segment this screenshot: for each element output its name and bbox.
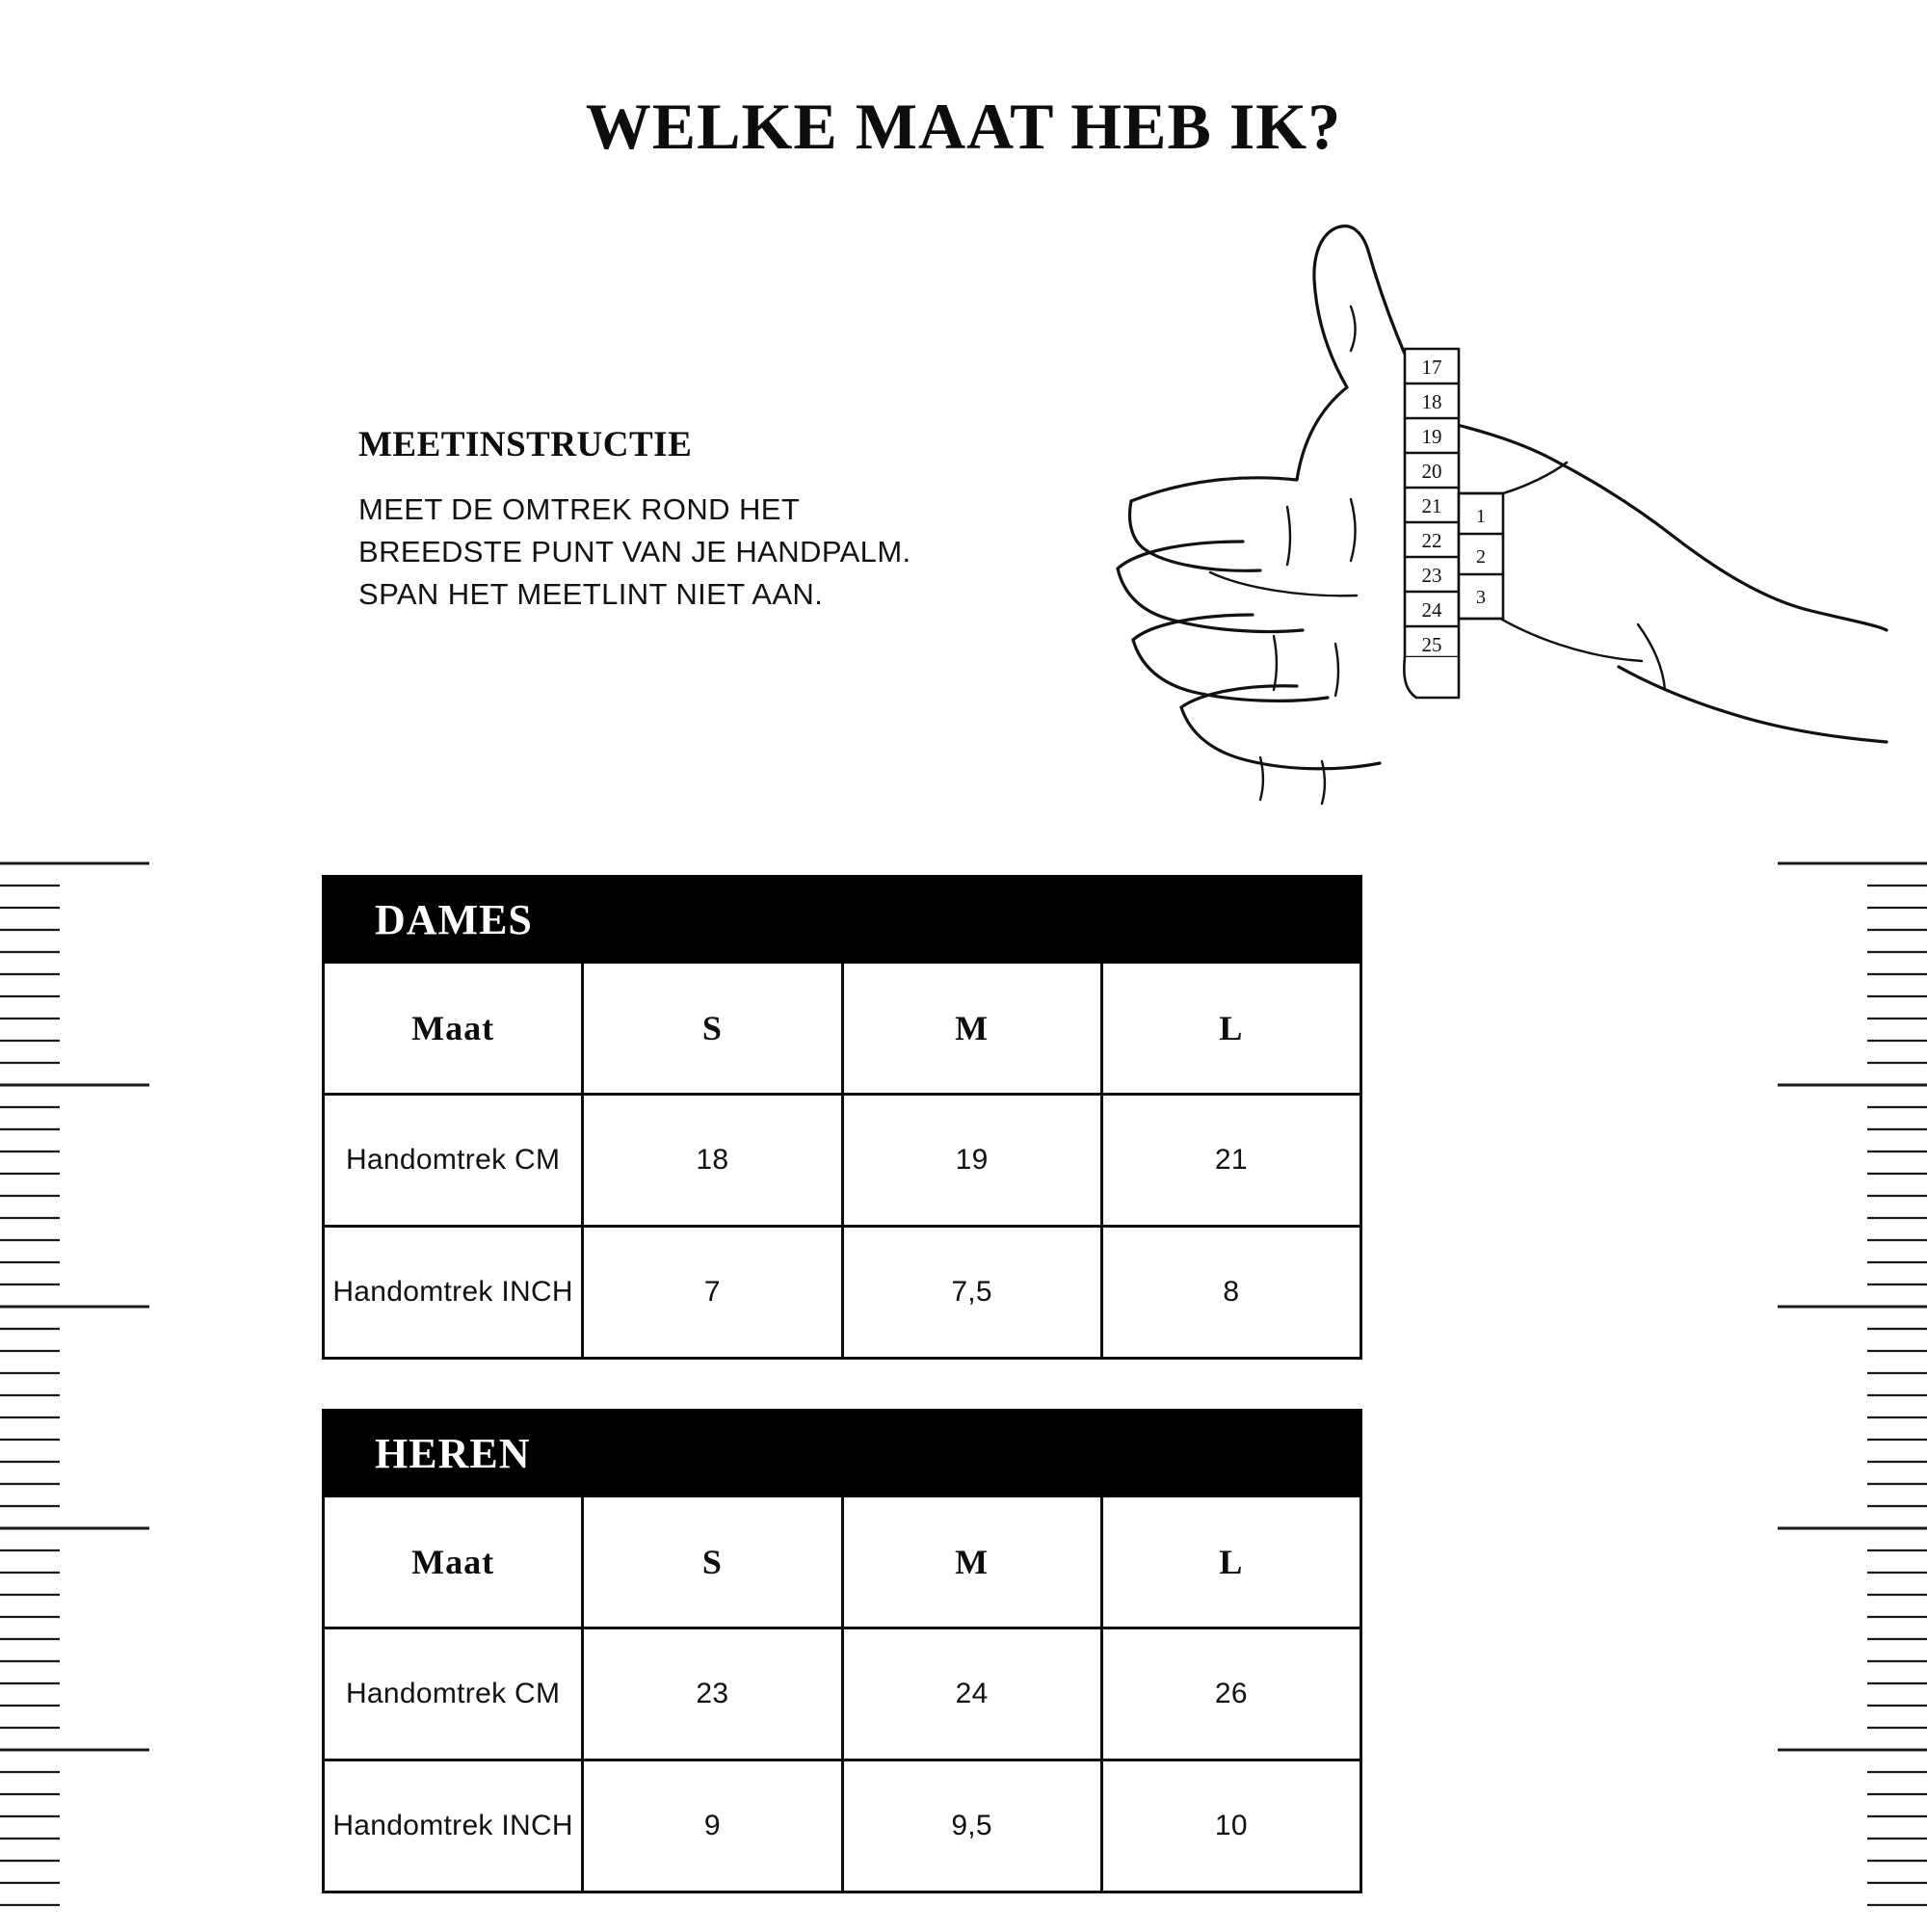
row-label: Handomtrek CM xyxy=(324,1095,583,1227)
row-value-s: 23 xyxy=(583,1628,842,1760)
svg-text:22: 22 xyxy=(1421,529,1442,552)
instruction-line-1: MEET DE OMTREK ROND HET xyxy=(358,492,801,526)
ruler-decoration-left xyxy=(0,858,154,1927)
table-row xyxy=(324,1628,1361,1760)
svg-text:17: 17 xyxy=(1421,356,1442,379)
measuring-instruction-block xyxy=(358,424,1129,616)
header-cell-m: M xyxy=(842,1496,1101,1628)
instruction-body xyxy=(358,489,1129,616)
table-row xyxy=(324,1227,1361,1359)
table-header-row xyxy=(324,1496,1361,1628)
svg-text:24: 24 xyxy=(1421,598,1442,622)
table-row xyxy=(324,1760,1361,1892)
header-cell-maat: Maat xyxy=(324,1496,583,1628)
table-row xyxy=(324,1095,1361,1227)
table-banner-dames xyxy=(324,877,1361,963)
row-value-m: 19 xyxy=(842,1095,1101,1227)
row-value-m: 9,5 xyxy=(842,1760,1101,1892)
row-value-m: 24 xyxy=(842,1628,1101,1760)
row-label: Handomtrek CM xyxy=(324,1628,583,1760)
header-cell-maat: Maat xyxy=(324,963,583,1095)
svg-text:23: 23 xyxy=(1421,564,1442,587)
svg-text:18: 18 xyxy=(1421,390,1442,413)
row-value-l: 8 xyxy=(1101,1227,1360,1359)
instruction-line-2: BREEDSTE PUNT VAN JE HANDPALM. xyxy=(358,535,911,569)
tape-vertical-numbers xyxy=(1422,356,1443,656)
hand-illustration xyxy=(1098,222,1888,838)
svg-text:19: 19 xyxy=(1421,425,1442,448)
svg-text:25: 25 xyxy=(1421,633,1442,656)
svg-text:21: 21 xyxy=(1421,494,1442,517)
instruction-line-3: SPAN HET MEETLINT NIET AAN. xyxy=(358,577,824,612)
header-cell-s: S xyxy=(583,1496,842,1628)
page-title: WELKE MAAT HEB IK? xyxy=(585,90,1342,163)
header-cell-m: M xyxy=(842,963,1101,1095)
ruler-decoration-right xyxy=(1773,858,1927,1927)
svg-text:20: 20 xyxy=(1421,460,1442,483)
svg-text:3: 3 xyxy=(1476,587,1486,608)
hand-with-measuring-tape-icon xyxy=(1098,222,1888,838)
row-value-s: 9 xyxy=(583,1760,842,1892)
size-table-dames xyxy=(322,875,1362,1360)
header-cell-l: L xyxy=(1101,963,1360,1095)
tape-horizontal-numbers xyxy=(1476,506,1486,608)
row-label: Handomtrek INCH xyxy=(324,1227,583,1359)
ruler-ticks-icon xyxy=(1773,858,1927,1927)
table-banner-heren xyxy=(324,1411,1361,1496)
svg-text:2: 2 xyxy=(1476,546,1486,568)
ruler-ticks-icon xyxy=(0,858,154,1927)
svg-text:1: 1 xyxy=(1476,506,1486,527)
table-header-row xyxy=(324,963,1361,1095)
row-label: Handomtrek INCH xyxy=(324,1760,583,1892)
row-value-m: 7,5 xyxy=(842,1227,1101,1359)
table-banner-label: DAMES xyxy=(324,877,1361,963)
instruction-heading: MEETINSTRUCTIE xyxy=(358,425,693,464)
header-cell-l: L xyxy=(1101,1496,1360,1628)
row-value-l: 10 xyxy=(1101,1760,1360,1892)
table-banner-label: HEREN xyxy=(324,1411,1361,1496)
size-table-heren xyxy=(322,1409,1362,1893)
header-cell-s: S xyxy=(583,963,842,1095)
row-value-s: 18 xyxy=(583,1095,842,1227)
row-value-s: 7 xyxy=(583,1227,842,1359)
row-value-l: 21 xyxy=(1101,1095,1360,1227)
row-value-l: 26 xyxy=(1101,1628,1360,1760)
